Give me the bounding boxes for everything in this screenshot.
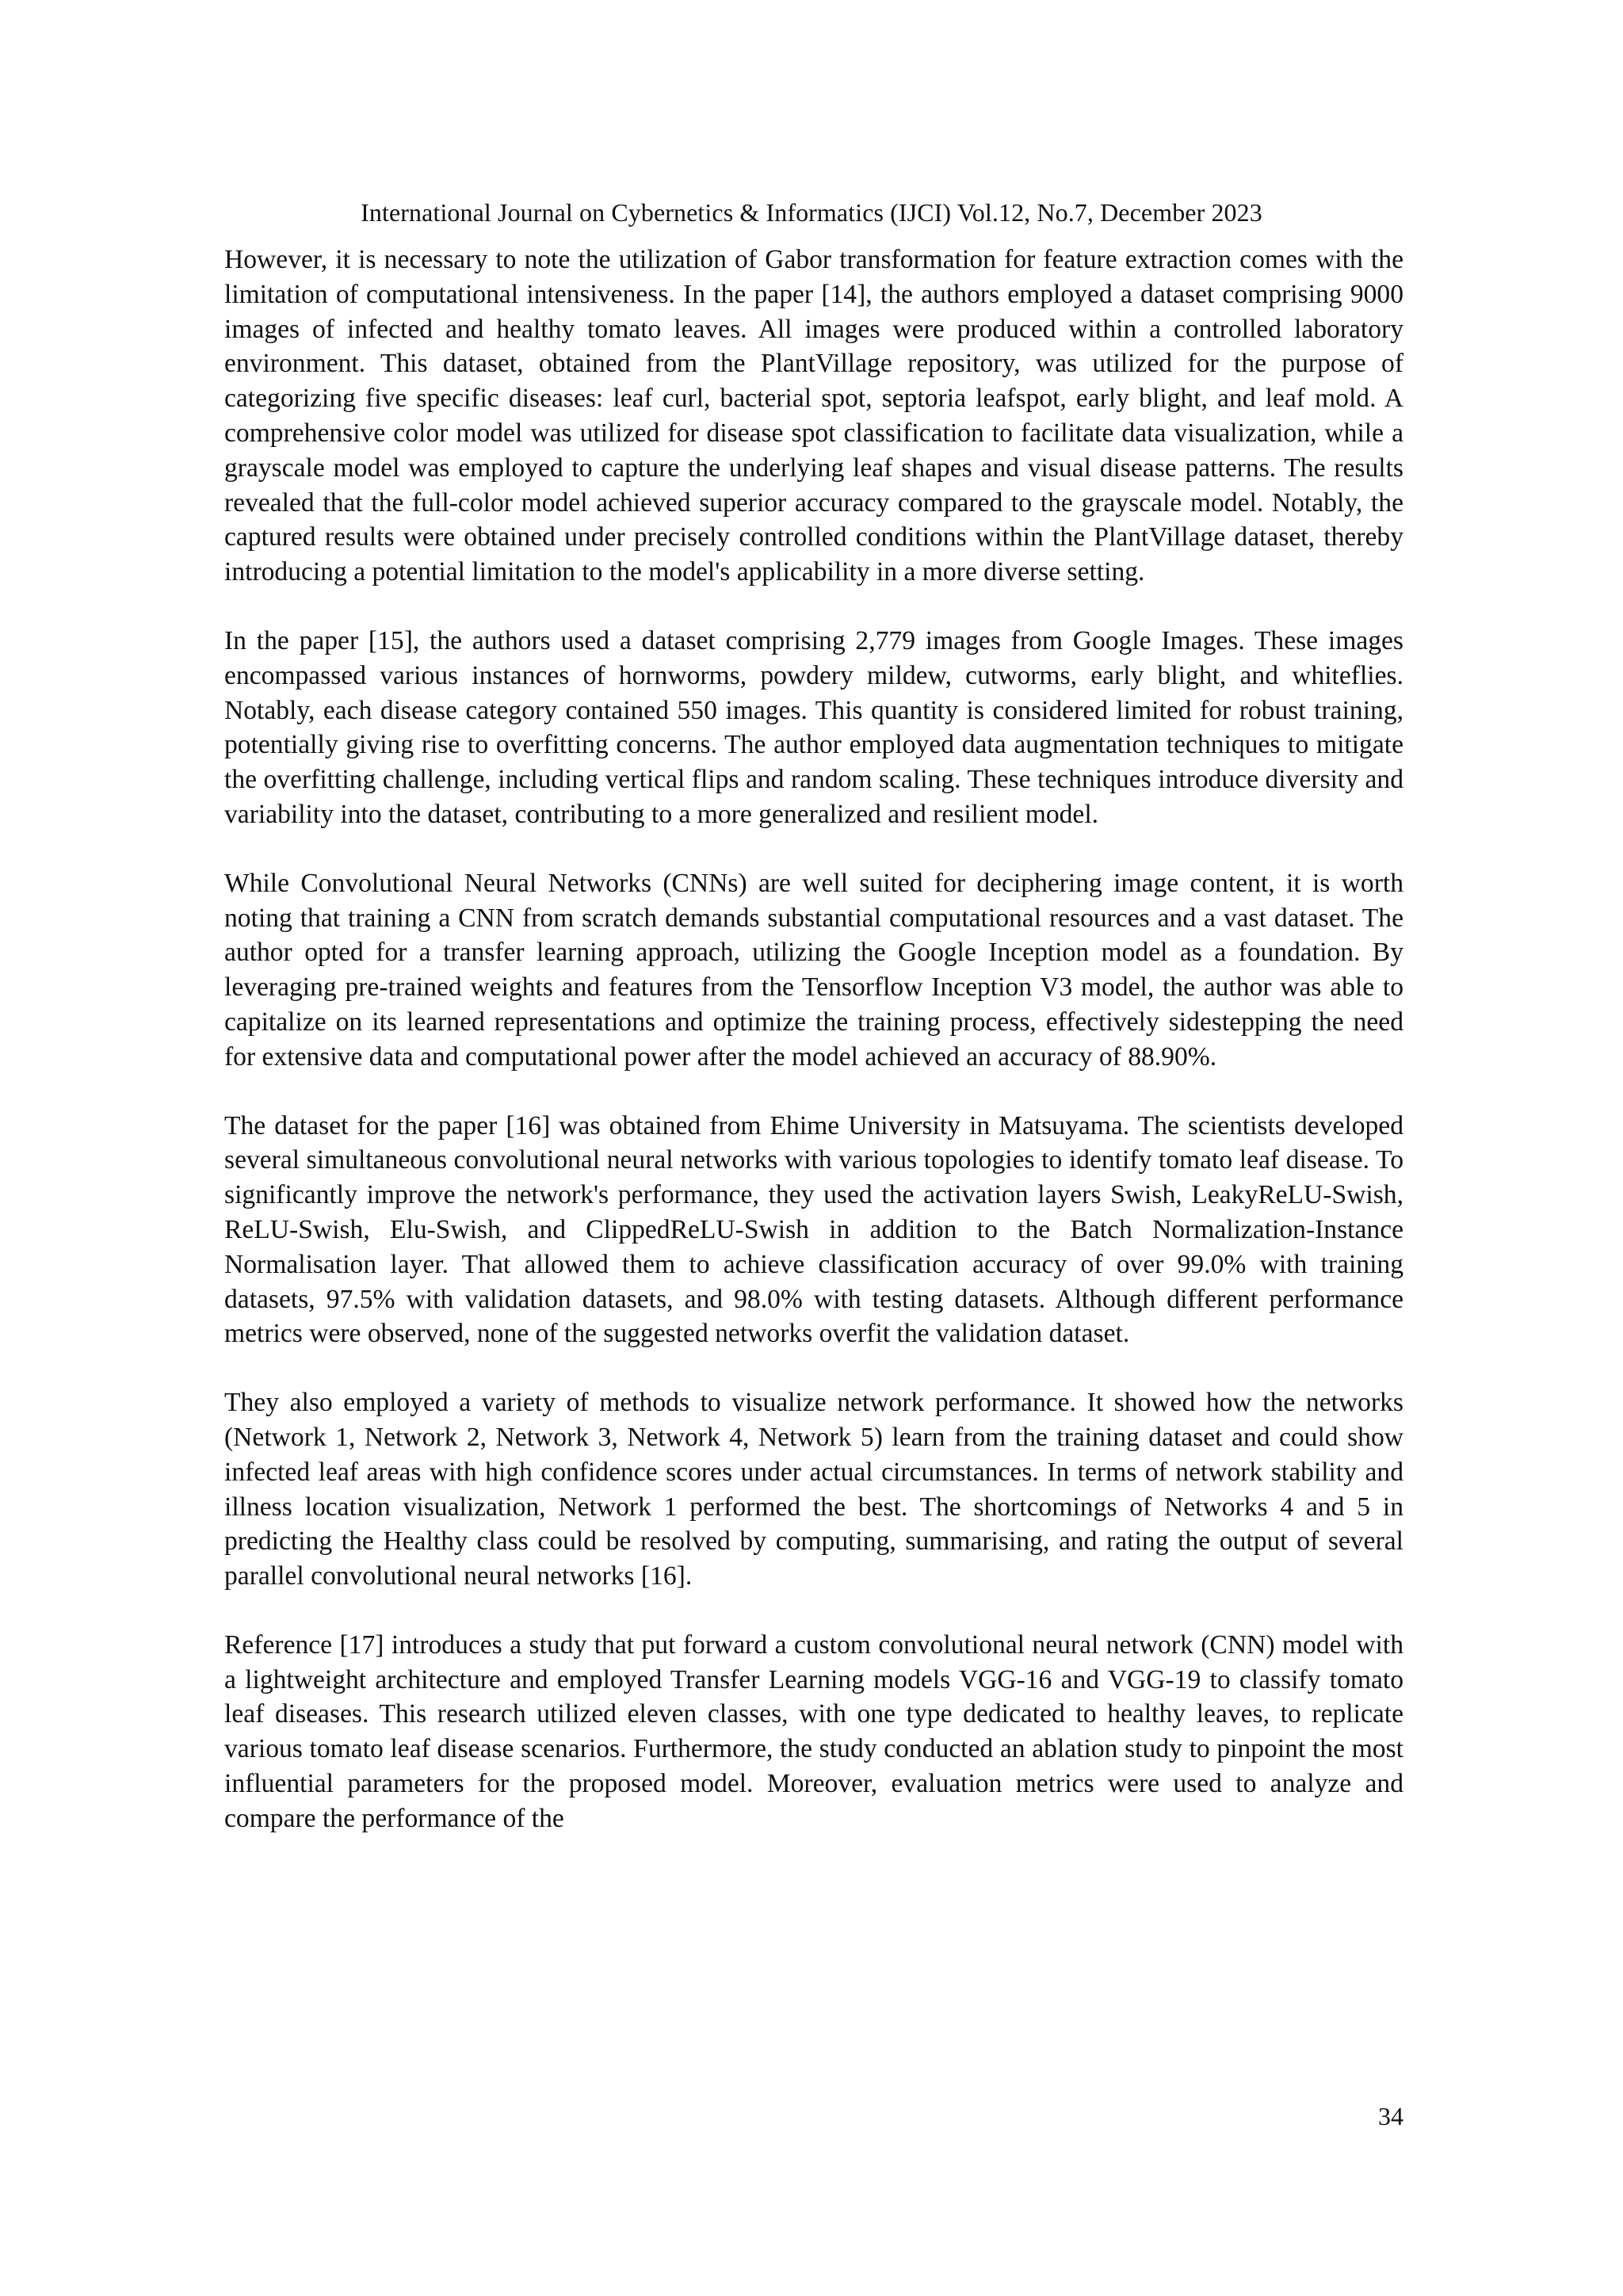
paragraph-google-images-dataset: In the paper [15], the authors used a dataset comprising 2,779 images from Google Images. These images encompassed various instances of hornworms, powdery mildew, cutworms, early blight, and whiteflies. Notably, each disease category contained 550 images. This quantity is considered limited for robust training, potentially giving rise to overfitting concerns. The author employed data augmentation techniques to mitigate the overfitting challenge, including vertical flips and random scaling. These techniques introduce diversity and variability into the dataset, contributing to a more generalized and resilient model. — [224, 625, 1403, 829]
paragraph-gabor-plantvillage: However, it is necessary to note the utilization of Gabor transformation for feature extraction comes with the limitation of computational intensiveness. In the paper [14], the authors employed a dataset comprising 9000 images of infected and healthy tomato leaves. All images were produced within a controlled laboratory environment. This dataset, obtained from the PlantVillage repository, was utilized for the purpose of categorizing five specific diseases: leaf curl, bacterial spot, septoria leafspot, early blight, and leaf mold. A comprehensive color model was utilized for disease spot classification to facilitate data visualization, while a grayscale model was employed to capture the underlying leaf shapes and visual disease patterns. The results revealed that the full-color model achieved superior accuracy compared to the grayscale model. Notably, the captured results were obtained under precisely controlled conditions within the PlantVillage dataset, thereby introducing a potential limitation to the model's applicability in a more diverse setting. — [224, 245, 1403, 587]
paragraph-ehime-university-dataset: The dataset for the paper [16] was obtained from Ehime University in Matsuyama. The scientists developed several simultaneous convolutional neural networks with various topologies to identify tomato leaf disease. To significantly improve the network's performance, they used the activation layers Swish, LeakyReLU-Swish, ReLU-Swish, Elu-Swish, and ClippedReLU-Swish in addition to the Batch Normalization-Instance Normalisation layer. That allowed them to achieve classification accuracy of over 99.0% with training datasets, 97.5% with validation datasets, and 98.0% with testing datasets. Although different performance metrics were observed, none of the suggested networks overfit the validation dataset. — [224, 1110, 1403, 1349]
article-body — [224, 243, 1403, 1836]
page-number: 34 — [1378, 2102, 1403, 2130]
paragraph-transfer-learning-inception: While Convolutional Neural Networks (CNNs) are well suited for deciphering image content, it is worth noting that training a CNN from scratch demands substantial computational resources and a vast dataset. The author opted for a transfer learning approach, utilizing the Google Inception model as a foundation. By leveraging pre-trained weights and features from the Tensorflow Inception V3 model, the author was able to capitalize on its learned representations and optimize the training process, effectively sidestepping the need for extensive data and computational power after the model achieved an accuracy of 88.90%. — [224, 868, 1403, 1072]
journal-running-header: International Journal on Cybernetics & Informatics (IJCI) Vol.12, No.7, December 2023 — [361, 198, 1262, 227]
paragraph-reference-17-cnn: Reference [17] introduces a study that put forward a custom convolutional neural network (CNN) model with a lightweight architecture and employed Transfer Learning models VGG-16 and VGG-19 to classify tomato leaf diseases. This research utilized eleven classes, with one type dedicated to healthy leaves, to replicate various tomato leaf disease scenarios. Furthermore, the study conducted an ablation study to pinpoint the most influential parameters for the proposed model. Moreover, evaluation metrics were used to analyze and compare the performance of the — [224, 1629, 1403, 1833]
paragraph-network-visualization: They also employed a variety of methods to visualize network performance. It showed how the networks (Network 1, Network 2, Network 3, Network 4, Network 5) learn from the training dataset and could show infected leaf areas with high confidence scores under actual circumstances. In terms of network stability and illness location visualization, Network 1 performed the best. The shortcomings of Networks 4 and 5 in predicting the Healthy class could be resolved by computing, summarising, and rating the output of several parallel convolutional neural networks [16]. — [224, 1388, 1403, 1591]
